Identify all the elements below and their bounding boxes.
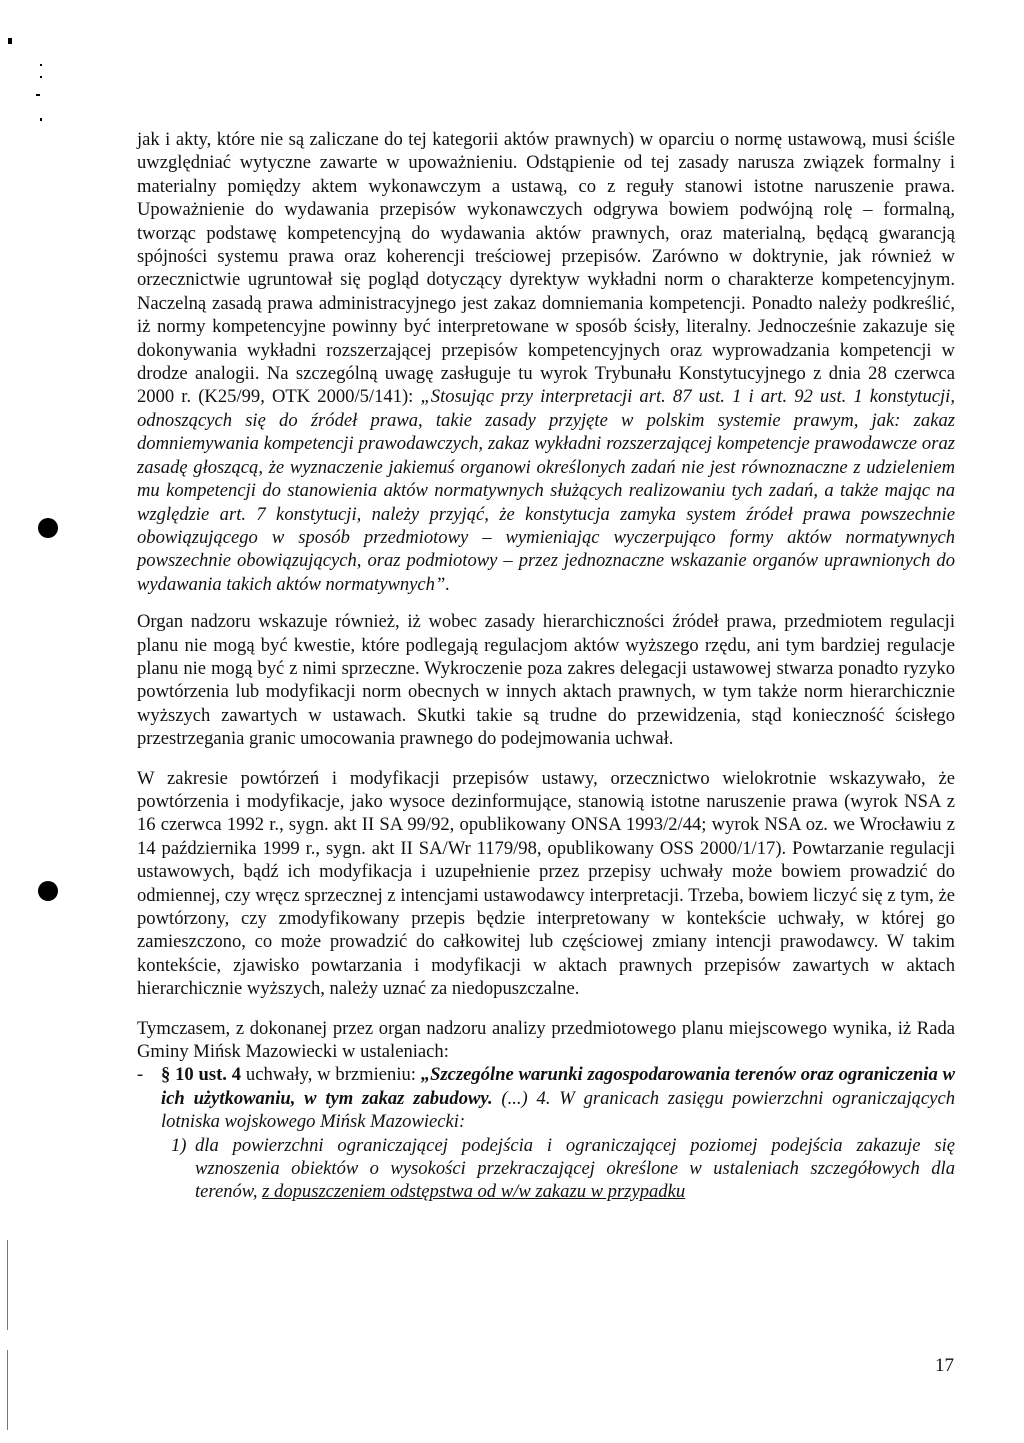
resolution-quote-tail: (...) 4. W granicach zasięgu powierzchni ograniczających lotniska wojskowego Mińsk Mazowiecki:: [161, 1087, 955, 1133]
paragraph-3: W zakresie powtórzeń i modyfikacji przepisów ustawy, orzecznictwo wielokrotnie wskazywało, że powtórzenia i modyfikacje, jako wysoce dezinformujące, stanowią istotne naruszenie prawa (wyrok NSA z 16 czerwca 1992 r., sygn. akt II SA 99/92, opublikowany ONSA 1993/2/44; wyrok NSA oz. we Wrocławiu z 14 października 1999 r., sygn. akt II SA/Wr 1179/98, opublikowany OSS 2000/1/17). Powtarzanie regulacji ustawowych, bądź ich modyfikacja i uzupełnienie przez przepisy uchwały może bowiem prowadzić do odmiennej, czy wręcz sprzecznej z intencjami ustawodawcy interpretacji. Trzeba, bowiem liczyć się z tym, że powtórzony, czy zmodyfikowany przepis będzie interpretowany w kontekście uchwały, w której go zamieszczono, co może prowadzić do całkowitej lub częściowej zmiany intencji prawodawcy. W takim kontekście, zjawisko powtarzania i modyfikacji w aktach prawnych przepisów zawartych w aktach hierarchicznie wyższych, należy uznać za niedopuszczalne.: [137, 767, 955, 1000]
page-number: 17: [935, 1355, 954, 1376]
resolution-quote-heading: „Szczególne warunki zagospodarowania terenów oraz ograniczenia w ich użytkowaniu, w tym zakaz zabudowy.: [161, 1064, 955, 1109]
list-lead: uchwały, w brzmieniu:: [241, 1064, 421, 1086]
document-body: [137, 128, 955, 1204]
scan-mark: [40, 64, 42, 66]
margin-line: [7, 1350, 8, 1430]
sub-item-underlined: z dopuszczeniem odstępstwa od w/w zakazu w przypadku: [262, 1181, 686, 1203]
sub-item-text: dla powierzchni ograniczającej podejścia i ograniczającej poziomej podejścia zakazuje się wznoszenia obiektów o wysokości przekraczającej określone w ustaleniach szczegółowych dla terenów,: [195, 1134, 955, 1203]
scan-mark: [40, 118, 42, 121]
paragraph-4: Tymczasem, z dokonanej przez organ nadzoru analizy przedmiotowego planu miejscowego wynika, iż Rada Gminy Mińsk Mazowiecki w ustaleniach:: [137, 1017, 955, 1063]
margin-line: [7, 1240, 8, 1330]
paragraph-2: Organ nadzoru wskazuje również, iż wobec zasady hierarchiczności źródeł prawa, przedmiotem regulacji planu nie mogą być kwestie, które podlegają regulacjom aktów wyższego rzędu, ani tym bardziej regulacje planu nie mogą być z nimi sprzeczne. Wykroczenie poza zakres delegacji ustawowej stwarza ponadto ryzyko powtórzenia lub modyfikacji norm obecnych w innych aktach prawnych, w tym także norm hierarchicznie wyższych zawartych w ustawach. Skutki takie są trudne do przewidzenia, stąd konieczność ścisłego przestrzegania granic umocowania prawnego do podejmowania uchwał.: [137, 611, 955, 750]
scan-mark: [40, 76, 42, 78]
list-dash: -: [137, 1064, 144, 1086]
paragraph-1-text: jak i akty, które nie są zaliczane do tej kategorii aktów prawnych) w oparciu o normę ustawową, musi ściśle uwzględniać wytyczne zawarte w upoważnieniu. Odstąpienie od tej zasady narusza związek formalny i materialny pomiędzy aktem wykonawczym a ustawą, co z reguły stanowi istotne naruszenie prawa. Upoważnienie do wydawania przepisów wykonawczych odgrywa bowiem podwójną rolę – formalną, tworząc podstawę kompetencyjną do wydawania aktów prawnych, oraz materialną, będącą gwarancją spójności systemu prawa oraz koherencji treściowej przepisów. Zarówno w doktrynie, jak również w orzecznictwie ugruntował się pogląd dotyczący dyrektyw wykładni norm o charakterze kompetencyjnym. Naczelną zasadą prawa administracyjnego jest zakaz domniemania kompetencji. Ponadto należy podkreślić, iż normy kompetencyjne powinny być interpretowane w sposób ścisły, literalny. Jednocześnie zakazuje się dokonywania wykładni rozszerzającej przepisów kompetencyjnych oraz wyprowadzania kompetencji w drodze analogii. Na szczególną uwagę zasługuje tu wyrok Trybunału Konstytucyjnego z dnia 28 czerwca 2000 r. (K25/99, OTK 2000/5/141):: [137, 129, 955, 408]
punch-hole: [38, 881, 58, 901]
list-item: [137, 1063, 955, 1133]
scan-mark: [8, 38, 12, 44]
sub-list-item: [137, 1134, 955, 1204]
section-reference: § 10 ust. 4: [161, 1064, 242, 1086]
sub-item-number: 1): [171, 1134, 187, 1156]
tribunal-quote: „Stosując przy interpretacji art. 87 ust. 1 i art. 92 ust. 1 konstytucji, odnoszących się do źródeł prawa, takie zasady przyjęte w polskim systemie prawym, jak: zakaz domniemywania kompetencji prawodawczych, zakaz wykładni rozszerzającej kompetencje prawodawcze oraz zasadę głoszącą, że wyznaczenie jakiemuś organowi określonych zadań nie jest równoznaczne z udzieleniem mu kompetencji do stanowienia aktów normatywnych służących realizowaniu tych zadań, a także mając na względzie art. 7 konstytucji, należy przyjąć, że konstytucja zamyka system źródeł prawa powszechnie obowiązującego w sposób przedmiotowy – wymieniając wyczerpująco formy aktów normatywnych powszechnie obowiązujących, oraz podmiotowy – przez jednoznaczne wskazanie organów uprawnionych do wydawania takich aktów normatywnych”.: [137, 386, 955, 595]
punch-hole: [38, 518, 58, 538]
paragraph-1: [137, 128, 955, 596]
scan-mark: [36, 94, 40, 96]
